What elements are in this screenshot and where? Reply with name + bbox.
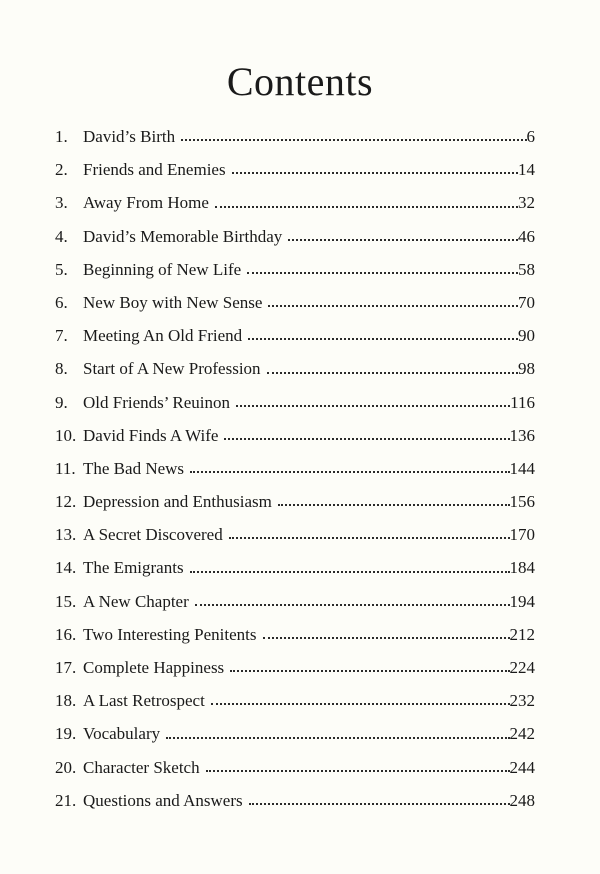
chapter-title: Meeting An Old Friend [83, 326, 243, 346]
dot-leader [232, 172, 518, 174]
toc-entry[interactable] [55, 253, 535, 286]
page-number: 184 [509, 558, 535, 578]
chapter-number: 6. [55, 292, 68, 312]
dot-leader [267, 372, 518, 374]
toc-entry[interactable] [55, 618, 535, 651]
table-of-contents [55, 120, 535, 817]
toc-entry[interactable] [55, 651, 535, 684]
toc-entry[interactable] [55, 751, 535, 784]
page-number: 170 [509, 525, 535, 545]
chapter-title: Questions and Answers [83, 790, 243, 810]
toc-entry[interactable] [55, 352, 535, 385]
page-number: 156 [509, 492, 535, 512]
toc-entry[interactable] [55, 585, 535, 618]
page-number: 6 [526, 127, 535, 146]
chapter-title: New Boy with New Sense [83, 292, 263, 312]
toc-entry[interactable] [55, 220, 535, 253]
page-number: 232 [509, 691, 535, 711]
chapter-number: 3. [55, 193, 68, 213]
toc-entry[interactable] [55, 419, 535, 452]
chapter-title: Depression and Enthusiasm [83, 492, 272, 512]
chapter-title: Start of A New Profession [83, 359, 261, 379]
dot-leader [190, 571, 510, 573]
page-number: 212 [509, 624, 535, 644]
chapter-title: Away From Home [83, 193, 209, 213]
dot-leader [263, 637, 510, 639]
chapter-title: A New Chapter [83, 591, 189, 611]
chapter-title: Old Friends’ Reuinon [83, 392, 231, 412]
chapter-number: 1. [55, 127, 68, 146]
chapter-title: David’s Birth [83, 127, 176, 146]
page-number: 248 [509, 790, 535, 810]
chapter-title: David’s Memorable Birthday [83, 226, 283, 246]
toc-entry[interactable] [55, 518, 535, 551]
page-title: Contents [226, 59, 374, 104]
page-number: 224 [509, 658, 535, 677]
chapter-number: 18. [55, 691, 77, 711]
dot-leader [206, 770, 510, 772]
chapter-title: David Finds A Wife [83, 425, 219, 445]
dot-leader [181, 139, 526, 141]
chapter-number: 12. [55, 492, 77, 512]
chapter-number: 21. [55, 790, 77, 810]
toc-entry[interactable] [55, 319, 535, 352]
dot-leader [211, 703, 510, 705]
chapter-number: 13. [55, 525, 77, 545]
chapter-title: The Emigrants [83, 558, 184, 578]
dot-leader [190, 471, 509, 473]
chapter-number: 8. [55, 359, 68, 379]
dot-leader [195, 604, 510, 606]
page-number: 90 [518, 326, 535, 346]
chapter-title: Character Sketch [83, 757, 200, 777]
chapter-number: 7. [55, 326, 68, 346]
toc-entry[interactable] [55, 784, 535, 817]
page-number: 70 [518, 292, 535, 312]
dot-leader [224, 438, 509, 440]
chapter-number: 17. [55, 658, 77, 677]
dot-leader [215, 206, 518, 208]
page-number: 136 [509, 425, 535, 445]
chapter-number: 15. [55, 591, 77, 611]
dot-leader [278, 504, 510, 506]
chapter-number: 4. [55, 226, 68, 246]
toc-entry[interactable] [55, 485, 535, 518]
page-number: 14 [518, 160, 535, 180]
dot-leader [236, 405, 510, 407]
toc-entry[interactable] [55, 684, 535, 717]
chapter-number: 19. [55, 724, 77, 744]
dot-leader [288, 239, 518, 241]
page-number: 242 [509, 724, 535, 744]
dot-leader [230, 670, 509, 672]
chapter-title: Complete Happiness [83, 658, 225, 677]
chapter-number: 16. [55, 624, 77, 644]
page-number: 244 [509, 757, 535, 777]
toc-entry[interactable] [55, 286, 535, 319]
chapter-title: Vocabulary [83, 724, 161, 744]
dot-leader [268, 305, 518, 307]
toc-entry[interactable] [55, 153, 535, 186]
toc-entry[interactable] [55, 717, 535, 750]
page-number: 144 [509, 458, 535, 478]
page-number: 194 [509, 591, 535, 611]
chapter-number: 11. [55, 458, 76, 478]
page-number: 46 [518, 226, 535, 246]
chapter-number: 14. [55, 558, 77, 578]
chapter-number: 20. [55, 757, 77, 777]
chapter-title: A Last Retrospect [83, 691, 205, 711]
chapter-number: 5. [55, 259, 68, 279]
chapter-title: The Bad News [83, 458, 185, 478]
dot-leader [166, 737, 509, 739]
toc-entry[interactable] [55, 120, 535, 153]
dot-leader [249, 803, 510, 805]
page-number: 32 [518, 193, 535, 213]
chapter-title: Two Interesting Penitents [83, 624, 257, 644]
toc-entry[interactable] [55, 386, 535, 419]
dot-leader [248, 338, 518, 340]
chapter-number: 9. [55, 392, 68, 412]
toc-entry[interactable] [55, 186, 535, 219]
chapter-number: 10. [55, 425, 77, 445]
toc-entry[interactable] [55, 551, 535, 584]
dot-leader [229, 537, 510, 539]
chapter-number: 2. [55, 160, 68, 180]
chapter-title: A Secret Discovered [83, 525, 223, 545]
page-number: 98 [518, 359, 535, 379]
dot-leader [247, 272, 518, 274]
page-number: 58 [518, 259, 535, 279]
chapter-title: Beginning of New Life [83, 259, 242, 279]
toc-entry[interactable] [55, 452, 535, 485]
chapter-title: Friends and Enemies [83, 160, 226, 180]
page-number: 116 [510, 392, 535, 412]
